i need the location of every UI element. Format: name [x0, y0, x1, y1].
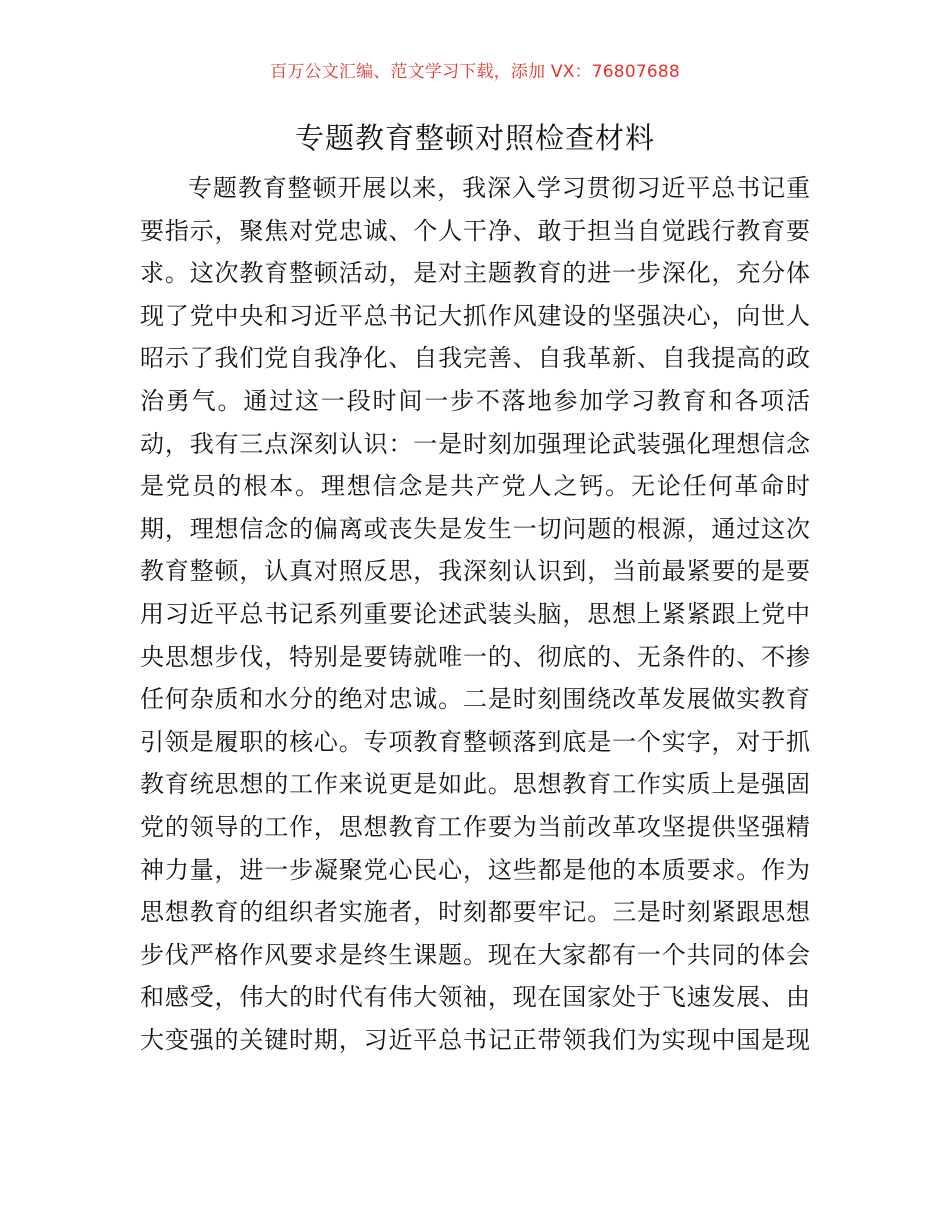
watermark-header: 百万公文汇编、范文学习下载，添加 VX：76807688 — [270, 62, 680, 82]
paragraph-line: 昭示了我们党自我净化、自我完善、自我革新、自我提高的政 — [140, 344, 810, 373]
paragraph-line: 步伐严格作风要求是终生课题。现在大家都有一个共同的体会 — [140, 940, 810, 969]
paragraph-line: 期，理想信念的偏离或丧失是发生一切问题的根源，通过这次 — [140, 514, 810, 543]
paragraph-line: 动，我有三点深刻认识：一是时刻加强理论武装强化理想信念 — [140, 429, 810, 458]
paragraph-line: 是党员的根本。理想信念是共产党人之钙。无论任何革命时 — [140, 472, 810, 501]
paragraph-line: 任何杂质和水分的绝对忠诚。二是时刻围绕改革发展做实教育 — [140, 685, 810, 714]
paragraph-line: 教育统思想的工作来说更是如此。思想教育工作实质上是强固 — [140, 770, 810, 799]
paragraph-line: 用习近平总书记系列重要论述武装头脑，思想上紧紧跟上党中 — [140, 599, 810, 628]
document-body — [140, 167, 810, 1061]
paragraph-line: 求。这次教育整顿活动，是对主题教育的进一步深化，充分体 — [140, 259, 810, 288]
paragraph-line: 引领是履职的核心。专项教育整顿落到底是一个实字，对于抓 — [140, 727, 810, 756]
paragraph-line: 治勇气。通过这一段时间一步不落地参加学习教育和各项活 — [140, 386, 810, 415]
document-title: 专题教育整顿对照检查材料 — [294, 121, 655, 155]
paragraph-line: 思想教育的组织者实施者，时刻都要牢记。三是时刻紧跟思想 — [140, 898, 810, 927]
paragraph-line: 党的领导的工作，思想教育工作要为当前改革攻坚提供坚强精 — [140, 812, 810, 841]
paragraph-line: 要指示，聚焦对党忠诚、个人干净、敢于担当自觉践行教育要 — [140, 216, 810, 245]
paragraph-line: 大变强的关键时期，习近平总书记正带领我们为实现中国是现 — [140, 1025, 810, 1054]
paragraph-line: 和感受，伟大的时代有伟大领袖，现在国家处于飞速发展、由 — [140, 983, 810, 1012]
paragraph-line: 神力量，进一步凝聚党心民心，这些都是他的本质要求。作为 — [140, 855, 810, 884]
paragraph-line: 现了党中央和习近平总书记大抓作风建设的坚强决心，向世人 — [140, 301, 810, 330]
paragraph-line: 专题教育整顿开展以来，我深入学习贯彻习近平总书记重 — [188, 174, 810, 202]
paragraph-line: 央思想步伐，特别是要铸就唯一的、彻底的、无条件的、不掺 — [140, 642, 810, 671]
paragraph-line: 教育整顿，认真对照反思，我深刻认识到，当前最紧要的是要 — [140, 557, 810, 586]
